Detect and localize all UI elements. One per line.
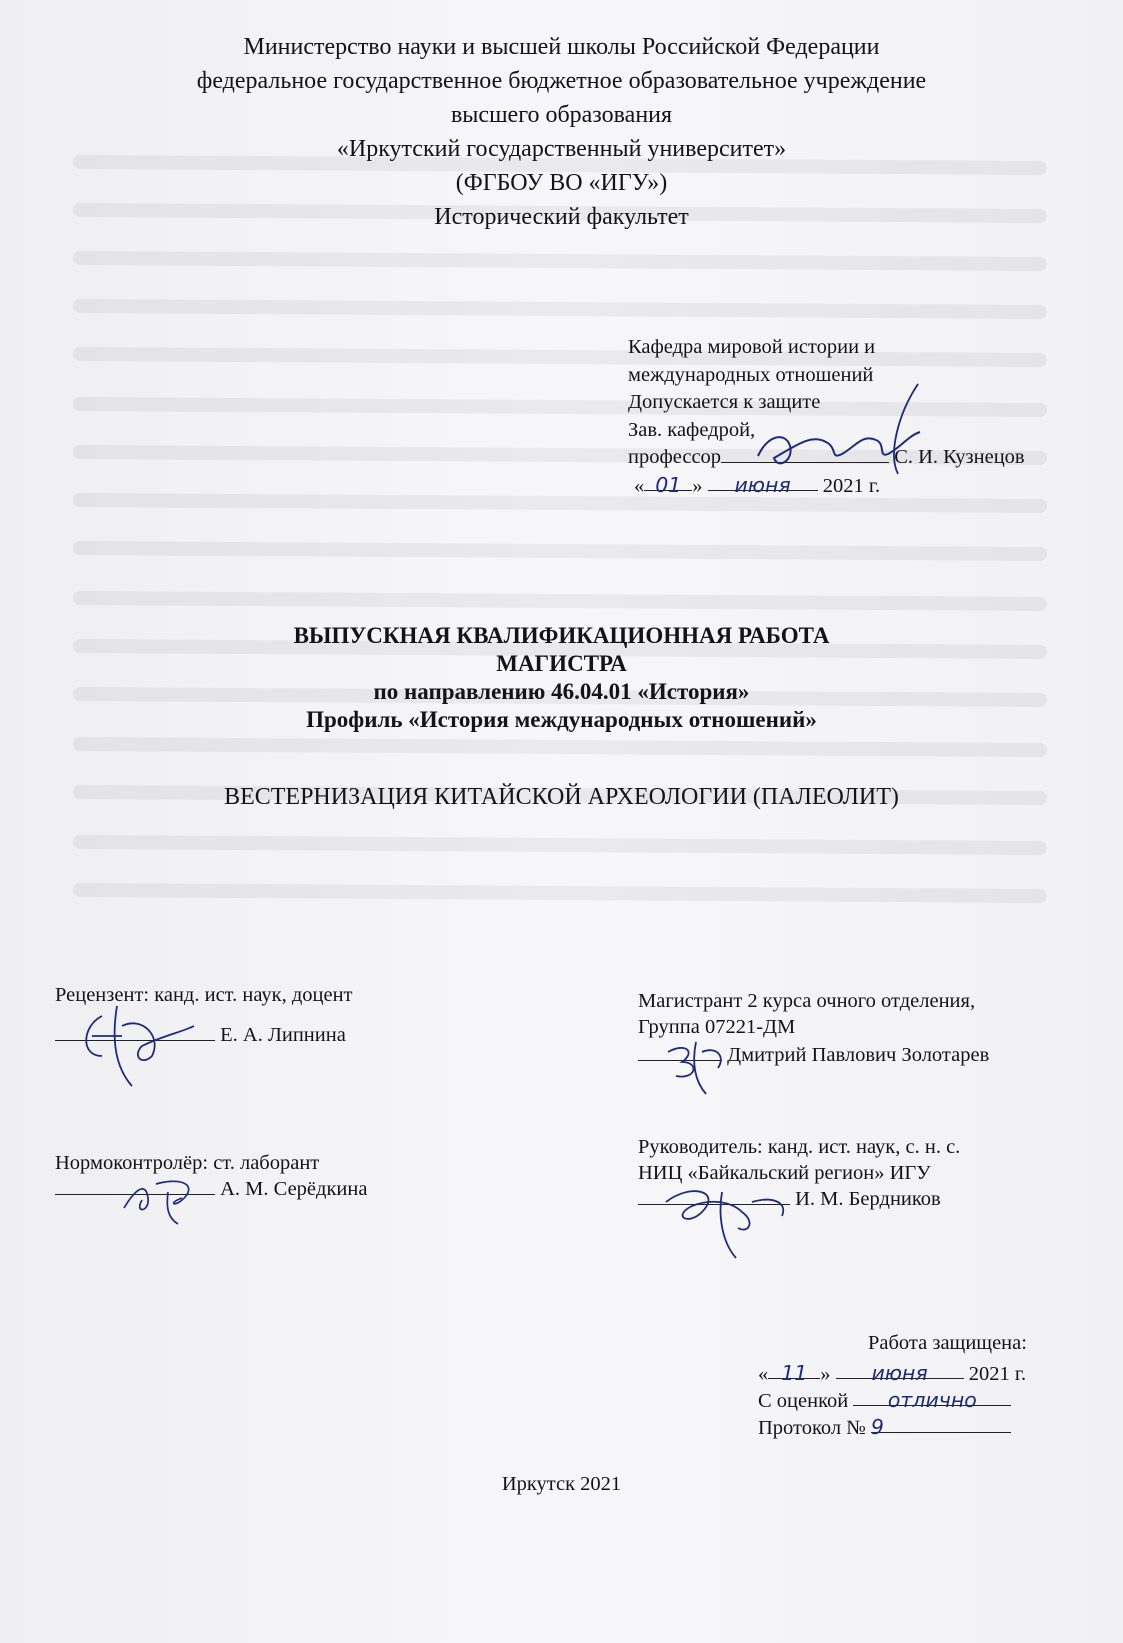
defense-year: 2021 г. <box>968 1363 1027 1385</box>
ministry-line: Министерство науки и высшей школы Российской Федерации <box>243 34 880 60</box>
reviewer-role: Рецензент: канд. ист. наук, доцент <box>55 984 353 1006</box>
approval-month: июня <box>708 472 818 491</box>
faculty-line: Исторический факультет <box>434 204 689 230</box>
reviewer-signature <box>62 996 202 1096</box>
supervisor-center: НИЦ «Байкальский регион» ИГУ <box>638 1162 931 1184</box>
normcontrol-role: Нормоконтролёр: ст. лаборант <box>55 1152 320 1174</box>
grade-value: отлично <box>853 1387 1011 1406</box>
supervisor-name: И. М. Бердников <box>795 1188 941 1210</box>
student-group: Группа 07221-ДМ <box>638 1016 796 1038</box>
university-abbrev-line: (ФГБОУ ВО «ИГУ») <box>455 170 668 196</box>
approval-year: 2021 г. <box>822 474 881 497</box>
work-type-line: ВЫПУСКНАЯ КВАЛИФИКАЦИОННАЯ РАБОТА <box>293 623 830 648</box>
head-name: С. И. Кузнецов <box>894 446 1025 468</box>
university-name-line: «Иркутский государственный университет» <box>336 136 787 162</box>
protocol-value: 9 <box>871 1414 1011 1433</box>
work-title-block <box>0 622 1123 734</box>
student-name: Дмитрий Павлович Золотарев <box>727 1044 990 1066</box>
direction-line: по направлению 46.04.01 «История» <box>373 679 750 704</box>
supervisor-role: Руководитель: канд. ист. наук, с. н. с. <box>638 1136 961 1158</box>
department-name-1: Кафедра мировой истории и <box>628 336 876 358</box>
grade-label: С оценкой <box>758 1390 849 1412</box>
defense-day: 11 <box>768 1360 820 1379</box>
quote-close: » <box>820 1363 831 1385</box>
reviewer-name: Е. А. Липнина <box>220 1024 346 1046</box>
defense-block <box>758 1330 1027 1441</box>
institution-header <box>0 30 1123 234</box>
quote-open: « <box>634 474 645 497</box>
profile-line: Профиль «История международных отношений» <box>306 707 817 732</box>
protocol-label: Протокол № <box>758 1417 866 1439</box>
admission-text: Допускается к защите <box>628 391 821 413</box>
institution-type-line: федеральное государственное бюджетное образовательное учреждение <box>196 68 927 94</box>
defense-date-line <box>758 1360 1027 1387</box>
thesis-subject: ВЕСТЕРНИЗАЦИЯ КИТАЙСКОЙ АРХЕОЛОГИИ (ПАЛЕОЛИТ) <box>224 784 899 810</box>
defense-month: июня <box>836 1360 964 1379</box>
city-year-footer: Иркутск 2021 <box>501 1473 622 1495</box>
head-signature <box>738 374 938 494</box>
student-role: Магистрант 2 курса очного отделения, <box>638 990 976 1012</box>
normcontrol-signature <box>116 1168 216 1228</box>
quote-close: » <box>692 474 703 497</box>
degree-line: МАГИСТРА <box>496 651 627 676</box>
defense-protocol-line <box>758 1414 1027 1441</box>
quote-open: « <box>758 1363 769 1385</box>
approval-day: 01 <box>644 472 692 491</box>
defense-grade-line <box>758 1387 1027 1414</box>
head-title: профессор <box>628 446 722 468</box>
defense-status: Работа защищена: <box>868 1332 1027 1354</box>
student-signature <box>656 1032 736 1102</box>
supervisor-signature <box>652 1172 802 1262</box>
normcontrol-name: А. М. Серёдкина <box>220 1178 368 1200</box>
head-role: Зав. кафедрой, <box>628 418 756 441</box>
department-name-2: международных отношений <box>628 363 874 386</box>
education-level-line: высшего образования <box>450 102 673 128</box>
